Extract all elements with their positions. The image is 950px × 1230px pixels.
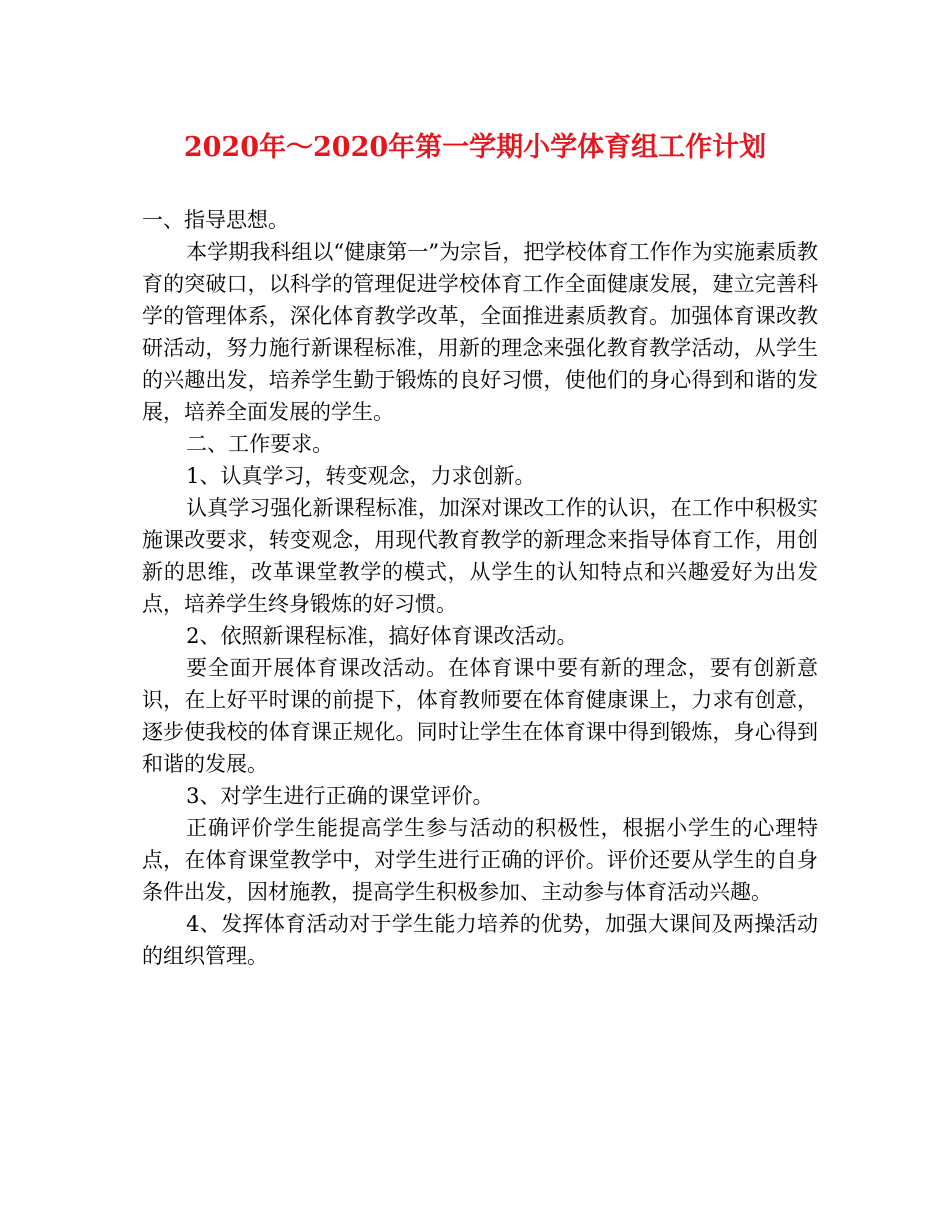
section-heading-guiding-ideology: 一、指导思想。: [142, 208, 289, 232]
paragraph-item-3: 正确评价学生能提高学生参与活动的积极性，根据小学生的心理特点，在体育课堂教学中，对学生进行正确的评价。评价还要从学生的自身条件出发，因材施教，提高学生积极参加、主动参与体育活动兴趣。: [142, 816, 818, 904]
item-heading-1: 1、认真学习，转变观念，力求创新。: [186, 464, 536, 488]
document-title: 2020年～2020年第一学期小学体育组工作计划: [183, 132, 767, 163]
paragraph-item-2: 要全面开展体育课改活动。在体育课中要有新的理念，要有创新意识，在上好平时课的前提下，体育教师要在体育健康课上，力求有创意，逐步使我校的体育课正规化。同时让学生在体育课中得到锻炼，身心得到和谐的发展。: [142, 656, 818, 776]
item-heading-4: 4、发挥体育活动对于学生能力培养的优势，加强大课间及两操活动的组织管理。: [142, 912, 818, 968]
document-body: [142, 204, 818, 972]
paragraph-item-1: 认真学习强化新课程标准，加深对课改工作的认识，在工作中积极实施课改要求，转变观念，用现代教育教学的新理念来指导体育工作，用创新的思维，改革课堂教学的模式，从学生的认知特点和兴趣爱好为出发点，培养学生终身锻炼的好习惯。: [142, 496, 818, 616]
section-heading-work-requirements: 二、工作要求。: [186, 432, 334, 456]
item-heading-3: 3、对学生进行正确的课堂评价。: [186, 784, 494, 808]
item-heading-2: 2、依照新课程标准，搞好体育课改活动。: [186, 624, 578, 648]
paragraph-guiding-ideology: 本学期我科组以“健康第一”为宗旨，把学校体育工作作为实施素质教育的突破口，以科学的管理促进学校体育工作全面健康发展，建立完善科学的管理体系，深化体育教学改革，全面推进素质教育。加强体育课改教研活动，努力施行新课程标准，用新的理念来强化教育教学活动，从学生的兴趣出发，培养学生勤于锻炼的良好习惯，使他们的身心得到和谐的发展，培养全面发展的学生。: [142, 240, 818, 424]
